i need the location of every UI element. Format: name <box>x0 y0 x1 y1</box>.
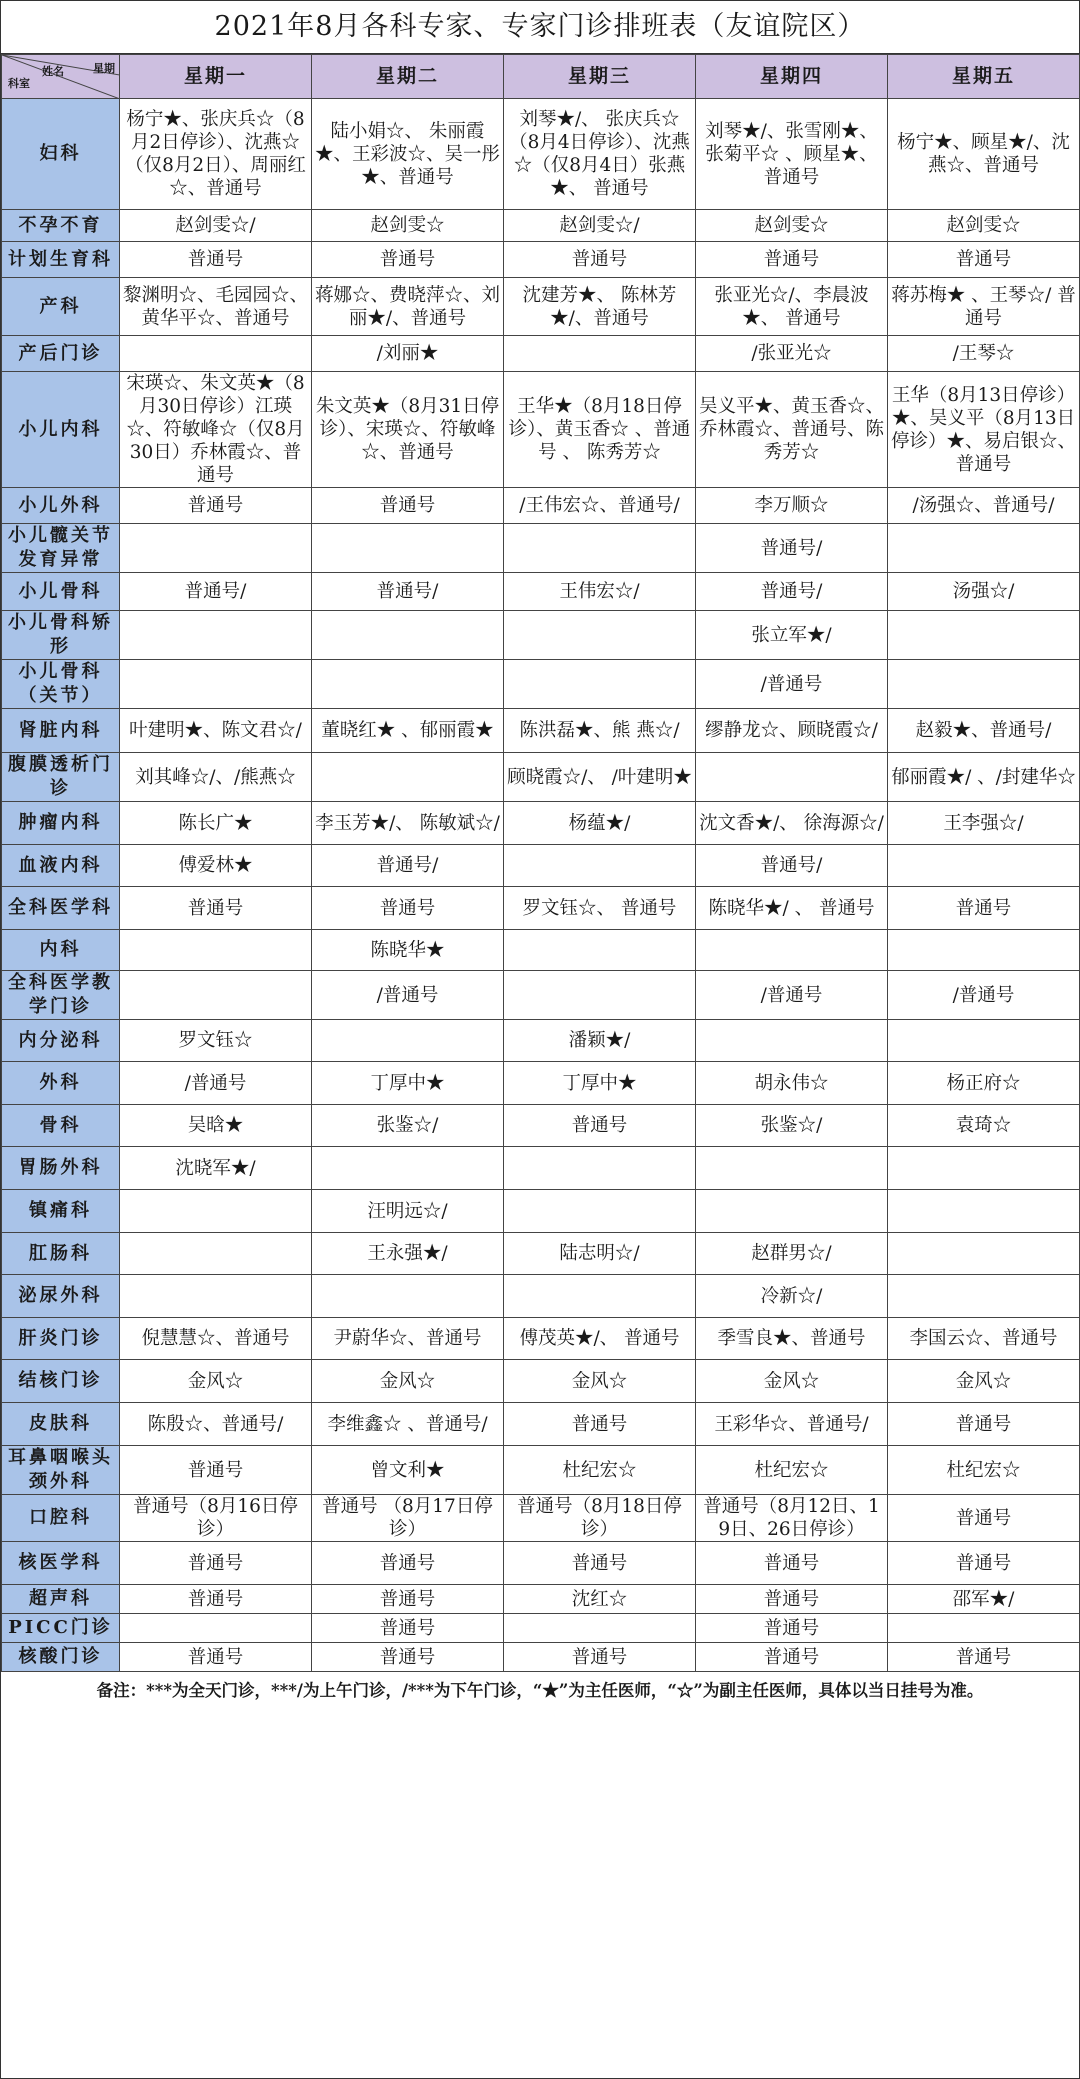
schedule-cell: 刘琴★/、 张庆兵☆（8月4日停诊）、沈燕☆（仅8月4日）张燕★、 普通号 <box>504 99 696 210</box>
schedule-cell: 杨宁★、顾星★/、沈燕☆、普通号 <box>888 99 1080 210</box>
schedule-cell <box>312 1020 504 1062</box>
schedule-cell: /普通号 <box>312 971 504 1020</box>
schedule-cell <box>696 1190 888 1233</box>
schedule-cell: 杜纪宏☆ <box>888 1446 1080 1495</box>
department-cell: 结核门诊 <box>2 1360 120 1403</box>
schedule-cell: 王彩华☆、普通号/ <box>696 1403 888 1446</box>
department-cell: 内分泌科 <box>2 1020 120 1062</box>
table-row <box>2 802 1080 845</box>
schedule-cell <box>120 971 312 1020</box>
schedule-cell <box>120 1233 312 1275</box>
schedule-cell <box>696 930 888 971</box>
page-title: 2021年8月各科专家、专家门诊排班表（友谊院区） <box>1 1 1079 54</box>
schedule-cell: 刘其峰☆/、/熊燕☆ <box>120 753 312 802</box>
day-header-thu: 星期四 <box>696 55 888 99</box>
department-cell: 小儿骨科矫形 <box>2 611 120 660</box>
corner-label-dept: 科室 <box>8 77 30 90</box>
schedule-cell <box>504 971 696 1020</box>
table-row <box>2 573 1080 611</box>
table-row <box>2 1233 1080 1275</box>
schedule-cell: 普通号 <box>504 242 696 278</box>
schedule-cell: 蒋苏梅★ 、王琴☆/ 普通号 <box>888 278 1080 336</box>
schedule-cell <box>696 1147 888 1190</box>
schedule-cell: 汤强☆/ <box>888 573 1080 611</box>
department-cell: 不孕不育 <box>2 210 120 242</box>
schedule-cell: 赵毅★、普通号/ <box>888 709 1080 753</box>
department-cell: 产科 <box>2 278 120 336</box>
table-row <box>2 1403 1080 1446</box>
table-row <box>2 1318 1080 1360</box>
schedule-cell: 普通号 <box>888 242 1080 278</box>
table-row <box>2 99 1080 210</box>
schedule-cell: 张鉴☆/ <box>312 1105 504 1147</box>
table-row <box>2 611 1080 660</box>
schedule-cell <box>888 1614 1080 1643</box>
table-row <box>2 930 1080 971</box>
department-cell: 胃肠外科 <box>2 1147 120 1190</box>
schedule-cell: 普通号 <box>120 1585 312 1614</box>
schedule-cell <box>504 524 696 573</box>
schedule-cell: 黎渊明☆、毛园园☆、黄华平☆、普通号 <box>120 278 312 336</box>
schedule-cell: 季雪良★、普通号 <box>696 1318 888 1360</box>
schedule-cell: 李万顺☆ <box>696 488 888 524</box>
schedule-cell <box>888 1233 1080 1275</box>
schedule-cell <box>504 930 696 971</box>
schedule-cell: 普通号 <box>312 488 504 524</box>
schedule-cell: 赵群男☆/ <box>696 1233 888 1275</box>
schedule-cell <box>120 611 312 660</box>
schedule-cell: 杨蕴★/ <box>504 802 696 845</box>
schedule-cell: 普通号 <box>888 1403 1080 1446</box>
schedule-cell: /普通号 <box>120 1062 312 1105</box>
schedule-cell <box>504 660 696 709</box>
schedule-cell <box>120 1275 312 1318</box>
table-row <box>2 1105 1080 1147</box>
schedule-cell <box>888 845 1080 887</box>
schedule-cell: 陆小娟☆、 朱丽霞★、王彩波☆、吴一彤★、普通号 <box>312 99 504 210</box>
table-row <box>2 845 1080 887</box>
schedule-cell: 胡永伟☆ <box>696 1062 888 1105</box>
schedule-cell: 潘颖★/ <box>504 1020 696 1062</box>
schedule-cell <box>312 660 504 709</box>
schedule-cell: /张亚光☆ <box>696 336 888 372</box>
schedule-cell <box>120 336 312 372</box>
schedule-cell: 缪静龙☆、顾晓霞☆/ <box>696 709 888 753</box>
schedule-cell: 朱文英★（8月31日停诊）、宋瑛☆、符敏峰☆、普通号 <box>312 372 504 488</box>
schedule-cell: 普通号 <box>120 1542 312 1585</box>
table-row <box>2 660 1080 709</box>
schedule-cell: 普通号 <box>888 1643 1080 1672</box>
schedule-cell: 王永强★/ <box>312 1233 504 1275</box>
schedule-cell: 普通号/ <box>696 524 888 573</box>
schedule-cell: /普通号 <box>696 971 888 1020</box>
schedule-cell: 邵军★/ <box>888 1585 1080 1614</box>
schedule-cell: 普通号 <box>504 1403 696 1446</box>
schedule-cell: 普通号（8月18日停诊） <box>504 1495 696 1542</box>
department-cell: 核酸门诊 <box>2 1643 120 1672</box>
table-row <box>2 1495 1080 1542</box>
schedule-cell: 张鉴☆/ <box>696 1105 888 1147</box>
schedule-cell: 普通号 <box>312 1643 504 1672</box>
schedule-cell: 普通号 <box>696 1542 888 1585</box>
table-row <box>2 242 1080 278</box>
schedule-cell <box>888 1147 1080 1190</box>
department-cell: 计划生育科 <box>2 242 120 278</box>
department-cell: 口腔科 <box>2 1495 120 1542</box>
schedule-cell: 普通号 <box>312 887 504 930</box>
day-header-tue: 星期二 <box>312 55 504 99</box>
schedule-cell <box>312 753 504 802</box>
schedule-cell: 金风☆ <box>120 1360 312 1403</box>
schedule-cell: 陆志明☆/ <box>504 1233 696 1275</box>
table-row <box>2 1643 1080 1672</box>
schedule-cell: 普通号/ <box>312 845 504 887</box>
schedule-cell: /普通号 <box>696 660 888 709</box>
schedule-cell: 陈晓华★/ 、 普通号 <box>696 887 888 930</box>
schedule-cell: 杜纪宏☆ <box>504 1446 696 1495</box>
table-row <box>2 1585 1080 1614</box>
schedule-body <box>2 99 1080 1672</box>
schedule-cell: 尹蔚华☆、普通号 <box>312 1318 504 1360</box>
schedule-cell: 王华★（8月18日停诊）、黄玉香☆ 、普通号 、 陈秀芳☆ <box>504 372 696 488</box>
schedule-cell: 傅茂英★/、 普通号 <box>504 1318 696 1360</box>
schedule-cell <box>888 1275 1080 1318</box>
schedule-cell: 普通号 <box>696 1614 888 1643</box>
department-cell: 小儿髋关节发育异常 <box>2 524 120 573</box>
schedule-cell: 罗文钰☆ <box>120 1020 312 1062</box>
table-row <box>2 210 1080 242</box>
schedule-cell: 杨宁★、张庆兵☆（8月2日停诊）、沈燕☆（仅8月2日）、周丽红☆、普通号 <box>120 99 312 210</box>
schedule-cell: 董晓红★ 、郁丽霞★ <box>312 709 504 753</box>
department-cell: 内科 <box>2 930 120 971</box>
department-cell: 全科医学科 <box>2 887 120 930</box>
schedule-cell: 普通号 <box>888 887 1080 930</box>
schedule-cell: /刘丽★ <box>312 336 504 372</box>
schedule-cell: 普通号 <box>888 1495 1080 1542</box>
schedule-cell: 普通号（8月16日停诊） <box>120 1495 312 1542</box>
schedule-cell <box>120 1614 312 1643</box>
schedule-cell: 普通号/ <box>696 845 888 887</box>
schedule-cell: 叶建明★、陈文君☆/ <box>120 709 312 753</box>
schedule-cell: 李维鑫☆ 、普通号/ <box>312 1403 504 1446</box>
schedule-cell: 沈文香★/、 徐海源☆/ <box>696 802 888 845</box>
schedule-cell: 普通号 <box>312 1585 504 1614</box>
schedule-cell: 普通号 <box>504 1542 696 1585</box>
corner-label-weekday: 星期 <box>93 62 115 75</box>
day-header-fri: 星期五 <box>888 55 1080 99</box>
schedule-cell: 吴晗★ <box>120 1105 312 1147</box>
schedule-cell: 顾晓霞☆/、 /叶建明★ <box>504 753 696 802</box>
schedule-cell <box>120 1190 312 1233</box>
corner-label-name: 姓名 <box>42 65 64 78</box>
schedule-cell: 蒋娜☆、费晓萍☆、刘丽★/、普通号 <box>312 278 504 336</box>
department-cell: 小儿骨科 <box>2 573 120 611</box>
schedule-cell: 赵剑雯☆/ <box>504 210 696 242</box>
schedule-cell: 李玉芳★/、 陈敏斌☆/ <box>312 802 504 845</box>
schedule-cell: 普通号 <box>696 242 888 278</box>
footer-note: 备注：***为全天门诊，***/为上午门诊，/***为下午门诊，“★”为主任医师，“☆”为副主任医师，具体以当日挂号为准。 <box>96 1681 984 1700</box>
schedule-cell <box>888 660 1080 709</box>
schedule-cell: 赵剑雯☆ <box>312 210 504 242</box>
corner-cell <box>2 55 120 99</box>
schedule-cell: 袁琦☆ <box>888 1105 1080 1147</box>
department-cell: 骨科 <box>2 1105 120 1147</box>
schedule-cell: 普通号 <box>312 242 504 278</box>
schedule-cell: 陈殷☆、普通号/ <box>120 1403 312 1446</box>
schedule-cell: 陈长广★ <box>120 802 312 845</box>
schedule-cell: 丁厚中★ <box>504 1062 696 1105</box>
department-cell: 小儿骨科（关节） <box>2 660 120 709</box>
schedule-cell: 金风☆ <box>312 1360 504 1403</box>
table-row <box>2 1446 1080 1495</box>
schedule-cell <box>888 1190 1080 1233</box>
schedule-cell <box>120 930 312 971</box>
department-cell: 耳鼻咽喉头颈外科 <box>2 1446 120 1495</box>
department-cell: 肿瘤内科 <box>2 802 120 845</box>
schedule-cell: 普通号 <box>120 242 312 278</box>
schedule-cell: 沈红☆ <box>504 1585 696 1614</box>
schedule-cell: 王李强☆/ <box>888 802 1080 845</box>
department-cell: 肛肠科 <box>2 1233 120 1275</box>
schedule-cell: 王华（8月13日停诊）★、吴义平（8月13日停诊）★、易启银☆、普通号 <box>888 372 1080 488</box>
department-cell: 超声科 <box>2 1585 120 1614</box>
department-cell: 肝炎门诊 <box>2 1318 120 1360</box>
schedule-cell: 金风☆ <box>696 1360 888 1403</box>
table-row <box>2 524 1080 573</box>
table-row <box>2 1360 1080 1403</box>
schedule-cell: 傅爱林★ <box>120 845 312 887</box>
schedule-cell: 张立军★/ <box>696 611 888 660</box>
schedule-cell: 普通号/ <box>696 573 888 611</box>
department-cell: 核医学科 <box>2 1542 120 1585</box>
schedule-cell: 普通号 <box>888 1542 1080 1585</box>
schedule-cell: 杨正府☆ <box>888 1062 1080 1105</box>
schedule-cell: 普通号 <box>120 1643 312 1672</box>
schedule-cell: 李国云☆、普通号 <box>888 1318 1080 1360</box>
department-cell: 肾脏内科 <box>2 709 120 753</box>
table-row <box>2 887 1080 930</box>
day-header-wed: 星期三 <box>504 55 696 99</box>
schedule-cell: 赵剑雯☆/ <box>120 210 312 242</box>
schedule-cell <box>696 753 888 802</box>
department-cell: 血液内科 <box>2 845 120 887</box>
table-row <box>2 1542 1080 1585</box>
schedule-cell <box>312 524 504 573</box>
schedule-cell: 郁丽霞★/ 、/封建华☆ <box>888 753 1080 802</box>
schedule-cell: 普通号 <box>120 488 312 524</box>
schedule-cell <box>696 1020 888 1062</box>
department-cell: 产后门诊 <box>2 336 120 372</box>
schedule-cell: 普通号 <box>696 1643 888 1672</box>
schedule-cell: 张亚光☆/、李晨波★、 普通号 <box>696 278 888 336</box>
table-row <box>2 1190 1080 1233</box>
schedule-cell: 宋瑛☆、朱文英★（8月30日停诊）江瑛☆、符敏峰☆（仅8月30日）乔林霞☆、普通号 <box>120 372 312 488</box>
department-cell: 腹膜透析门诊 <box>2 753 120 802</box>
department-cell: 全科医学教学门诊 <box>2 971 120 1020</box>
schedule-cell <box>888 611 1080 660</box>
schedule-cell: 倪慧慧☆、普通号 <box>120 1318 312 1360</box>
table-row <box>2 1020 1080 1062</box>
schedule-cell: /王琴☆ <box>888 336 1080 372</box>
table-row <box>2 1147 1080 1190</box>
schedule-cell <box>504 1275 696 1318</box>
schedule-cell: 普通号 （8月17日停诊） <box>312 1495 504 1542</box>
schedule-cell <box>120 660 312 709</box>
schedule-cell <box>504 845 696 887</box>
schedule-cell: 曾文利★ <box>312 1446 504 1495</box>
table-row <box>2 971 1080 1020</box>
schedule-cell: 罗文钰☆、 普通号 <box>504 887 696 930</box>
schedule-cell <box>888 524 1080 573</box>
schedule-cell <box>120 524 312 573</box>
schedule-cell <box>504 336 696 372</box>
schedule-cell <box>312 611 504 660</box>
table-row <box>2 278 1080 336</box>
department-cell: 小儿内科 <box>2 372 120 488</box>
schedule-cell: 冷新☆/ <box>696 1275 888 1318</box>
schedule-cell: 赵剑雯☆ <box>696 210 888 242</box>
schedule-cell: 沈建芳★、 陈林芳★/、普通号 <box>504 278 696 336</box>
table-row <box>2 753 1080 802</box>
schedule-cell: 普通号 <box>312 1542 504 1585</box>
table-row <box>2 336 1080 372</box>
department-cell: 妇科 <box>2 99 120 210</box>
schedule-cell: 沈晓军★/ <box>120 1147 312 1190</box>
table-row <box>2 372 1080 488</box>
table-row <box>2 1062 1080 1105</box>
schedule-cell <box>312 1275 504 1318</box>
department-cell: 外科 <box>2 1062 120 1105</box>
schedule-cell: 丁厚中★ <box>312 1062 504 1105</box>
table-row <box>2 709 1080 753</box>
schedule-cell: 普通号 <box>120 1446 312 1495</box>
schedule-cell <box>888 930 1080 971</box>
schedule-cell: 赵剑雯☆ <box>888 210 1080 242</box>
schedule-cell: 陈晓华★ <box>312 930 504 971</box>
schedule-cell <box>504 611 696 660</box>
schedule-cell: 普通号 <box>504 1643 696 1672</box>
schedule-cell: 普通号 <box>696 1585 888 1614</box>
schedule-cell <box>504 1190 696 1233</box>
schedule-cell: 陈洪磊★、熊 燕☆/ <box>504 709 696 753</box>
department-cell: 小儿外科 <box>2 488 120 524</box>
schedule-cell: 王伟宏☆/ <box>504 573 696 611</box>
schedule-cell: /普通号 <box>888 971 1080 1020</box>
table-row <box>2 1275 1080 1318</box>
schedule-cell <box>504 1614 696 1643</box>
schedule-cell <box>888 1020 1080 1062</box>
table-row <box>2 488 1080 524</box>
header-row <box>2 55 1080 99</box>
table-row <box>2 1614 1080 1643</box>
schedule-cell: 金风☆ <box>888 1360 1080 1403</box>
schedule-cell: 杜纪宏☆ <box>696 1446 888 1495</box>
schedule-cell <box>312 1147 504 1190</box>
schedule-cell: /汤强☆、普通号/ <box>888 488 1080 524</box>
schedule-table <box>1 54 1080 1672</box>
schedule-cell <box>504 1147 696 1190</box>
department-cell: 皮肤科 <box>2 1403 120 1446</box>
schedule-cell: 刘琴★/、张雪刚★、张菊平☆ 、顾星★、普通号 <box>696 99 888 210</box>
day-header-mon: 星期一 <box>120 55 312 99</box>
schedule-cell: 普通号/ <box>120 573 312 611</box>
department-cell: 镇痛科 <box>2 1190 120 1233</box>
schedule-cell: 普通号 <box>120 887 312 930</box>
schedule-cell: 普通号/ <box>312 573 504 611</box>
schedule-cell: 金风☆ <box>504 1360 696 1403</box>
schedule-cell: 吴义平★、黄玉香☆、乔林霞☆、普通号、陈秀芳☆ <box>696 372 888 488</box>
schedule-cell: 汪明远☆/ <box>312 1190 504 1233</box>
department-cell: 泌尿外科 <box>2 1275 120 1318</box>
department-cell: PICC门诊 <box>2 1614 120 1643</box>
schedule-cell: 普通号 <box>312 1614 504 1643</box>
schedule-cell: 普通号（8月12日、19日、26日停诊） <box>696 1495 888 1542</box>
schedule-cell: 普通号 <box>504 1105 696 1147</box>
schedule-cell: /王伟宏☆、普通号/ <box>504 488 696 524</box>
